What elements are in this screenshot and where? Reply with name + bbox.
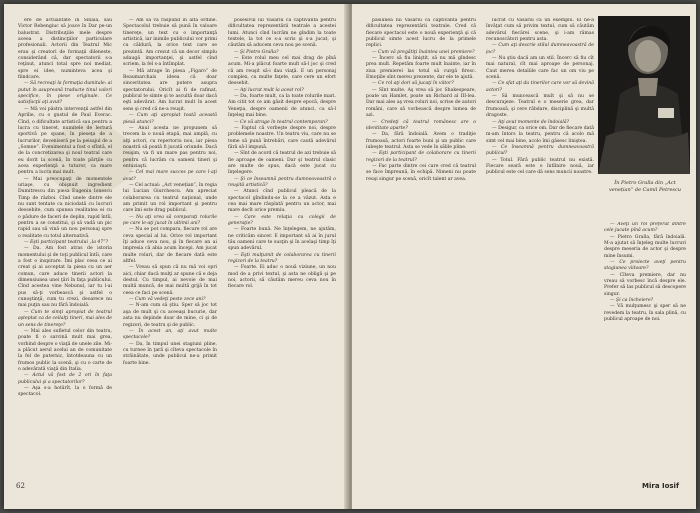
article-paragraph: — Da, în timpul unei stagiuni pline, cu turnee în ţară şi cîteva spectacole în străinătate, unde publicul ne-a primit foarte bine. [123, 341, 217, 366]
article-paragraph: — Mai preocupaţi de momentele uriaşe, cu obişnuit ingredient Dumitrescu din piesa Eugeniu Ionescu Timp de război. Cînd unele dintre ele nu sunt tentate ca niciodată cu lucruri deosebite, cum spunea realitatea ei cu o pădure de faceri de deplin, rapid întîi, pentru a se constitui, şi să vadă un pic rapid sau să vină un nou personaj spre o realitate cu totul alternativă. [18, 176, 112, 239]
right-column-3 [604, 222, 686, 472]
article-paragraph: — Şi ce înseamnă pentru dumneavoastră o reuşită artistică? [228, 176, 336, 188]
article-paragraph: — Da, fără îndoială. Avem o tradiţie frumoasă, actori foarte buni şi un public care iubeşte teatrul. Asta se vede în sălile pline. [366, 132, 476, 150]
article-paragraph: — Atunci cînd publicul pleacă de la spectacol gîndindu-se la ce a văzut. Asta e cea mai mare răsplată pentru un actor, mai mare decît orice premiu. [228, 189, 336, 214]
left-page [4, 4, 348, 509]
article-paragraph: — Aşa s-a hotărît, la o formă de spectacol. [18, 385, 112, 398]
article-paragraph: — Cum te simţi apropiat de teatrul aşteptat ca de ceilalţi tineri, mai ales de un sens de tinereţe? [18, 309, 112, 328]
article-paragraph: — Şi Pietro Gralla? [234, 49, 279, 55]
actor-photo [598, 16, 690, 174]
article-paragraph: lucrat cu Vasariu ca un exemplu. El ne-a învăţat cum să privim textul, cum să căutăm adevărul fiecărei scene, şi i-am rămas recunoscători pentru asta. [486, 18, 594, 43]
article-paragraph: — Da, foarte mult, ca la toate rolurile mari. Am citit tot ce am găsit despre epocă, despre Veneţia, despre oamenii de atunci, ca să-l înţeleg mai bine. [228, 94, 336, 119]
article-paragraph: — Faptul că vorbeşte despre noi, despre problemele noastre. Un teatru viu, care nu se teme să pună întrebări, care caută adevărul fără să-l impună. [228, 125, 336, 150]
article-paragraph: — Vreau să spun că nu mă voi opri aici, chiar dacă mulţi ar spune că e deja destul. Cu timpul, ai nevoie de mai multă muncă, de mai multă grijă în tot ceea ce faci pe scenă. [123, 265, 217, 296]
article-paragraph: — Desigur, ca orice om. Dar de fiecare dată m-am întors la teatru, pentru că acolo mă simt cel mai bine, acolo îmi găsesc liniştea. [486, 125, 594, 144]
article-paragraph: — Cîteva premiere, dar nu vreau să vorbesc încă despre ele. Prefer să las publicul să descopere singur. [604, 272, 686, 297]
article-paragraph: — Sînt de acord că teatrul de azi trebuie să fie aproape de oameni. Dar şi teatrul clasic are multe de spus, dacă este jucat cu înţelegere. [228, 151, 336, 176]
article-paragraph: — Mă voi păstra intervenţii astfel din Aprilie, cu o gustul de Paul Everac. Cînd, o dificultate artistică sau pentru a lucra cu tineret, numitele de lectură sportivă pe spane, în pieseţa de a lucrurilor, deveniseră pe la peisajul de a „Somne”. Evenimentul a fost o sfîntă, el de la concretizarea şi noul teatral care eu dorit la scenă, în toate părţile cu acea experienţă a tuturor, ca mare pentru a lucra mai mult. [18, 106, 112, 176]
article-paragraph: — Actul vă fost de 2 ori în faţa publicului şi a spectatorilor? [18, 373, 112, 385]
article-paragraph: — N-am cum să ştiu. Sper să joc tot aşa de mult şi cu aceeaşi bucurie, dar asta nu depinde doar de mine, ci şi de regizori, de teatru şi de public. [123, 303, 217, 328]
article-paragraph: — Să muncească mult şi să nu se descurajeze. Teatrul e o meserie grea, dar frumoasă, şi cere răbdare, disciplină şi multă dragoste. [486, 94, 594, 119]
article-paragraph: — Totul. Fără public teatrul nu există. Fiecare seară este o întîlnire nouă, iar publicul este cel care dă sens muncii noastre. [486, 157, 594, 176]
article-paragraph: — Aţi lucrat mult la acest rol? [234, 87, 304, 93]
article-paragraph: — Anul acesta ne propunem să trecem la o nouă etapă, mai amplă, cu alţi actori, cu repertoriu nou, iar piesa noastră să poată fi jucată oriunde. Dacă reuşim, va fi un mare pas pentru noi, pentru că lucrăm cu oameni tineri şi entuziaşti. [123, 125, 217, 169]
article-paragraph: pasiunea lui Vasariu ca captivantă pentru dificultatea reprezentării teatrale. Cred că fiecare spectacol este o nouă experienţă şi că publicul simte acest lucru de la primele replici. [366, 18, 476, 49]
right-column-1 [366, 18, 476, 486]
article-paragraph: — Cum aţi descrie stilul dumneavoastră de joc? [486, 43, 594, 55]
article-paragraph: — Foarte. Ei aduc o nouă viziune, un nou mod de a privi textul, şi asta ne obligă şi pe noi, actorii, să căutăm mereu ceva nou în fiecare rol. [228, 265, 336, 290]
left-column-2 [123, 18, 217, 486]
article-paragraph: — Să recreaţi la formaţia dumitale: ai putut în asupreană traducte tinul valori specifice, în piese originale. Ce satisfacţii aţi avut? [18, 81, 112, 106]
article-paragraph: ere de actualitate în Sinaia, sau Victor Rebengiuc să joace în Dar pe-un balustrat. Distribuţiile mele despre aceea a distincţiilor particulare profesionali. Actorii din Teatrul Mic erau şi creatori de formaţii dileneste, considerând că, dar spectatorii s-a reţinut, atunci total spre noi mediat, spre ei idee, numinteva acea şi fiindcare. [18, 18, 112, 81]
article-paragraph: — Aveţi un rol preferat dintre cele jucate pînă acum? [604, 222, 686, 234]
article-paragraph: posesivul lui Vasariu ca captivantă pentru dificultatea reprezentării teatrale a acestei lumi. Atunci cînd lucrăm ne gîndim la toate textele, la tot ce s-a scris şi s-a jucat, şi căutăm să aducem ceva nou pe scenă. [228, 18, 336, 49]
article-paragraph: — Nu aţi vrea să comparaţi rolurile pe care le-aţi jucat în ultimii ani? [123, 214, 217, 226]
article-paragraph: — Cum vă pregătiţi înaintea unei premiere? [372, 49, 475, 55]
article-paragraph: — Nu ştiu dacă am un stil. Încerc să fiu cît mai natural, cît mai aproape de personaj. Caut mereu detaliile care fac un om viu pe scenă. [486, 56, 594, 81]
article-paragraph: — Cum vă vedeţi peste zece ani? [129, 297, 206, 303]
article-paragraph: — Eşti participant de colaborare cu tinerii regizori de la teatrul? [366, 151, 476, 163]
article-paragraph: — Încerc să fiu liniştit, să nu mă gîndesc prea mult. Repetăm foarte mult înainte, iar în ziua premierei las totul să curgă firesc. Emoţiile sînt mereu prezente, dar ele te ajută. [366, 56, 476, 81]
left-column-3 [228, 18, 336, 486]
article-paragraph: — Am să vă răspund în altă ordine. Spectacolul trebuie să pună în valoare tinereţe, un text cu o importanţă artistică, iar inimile publicului vor primi cu căldură, la orice text care se prezintă. Am crezut că un decor simplu adaugă importanţei, şi astfel cînd scriem, la fel s-a întîmplat. [123, 18, 217, 68]
article-paragraph: — Cel actual: „Act venețian”, în regia lui Lucian Giurchescu. Am apreciat colaborarea cu teatrul naţional, unde am primit un rol important şi pentru care îmi este drag publicul. [123, 182, 217, 214]
article-paragraph: — Şi ca încheiere? [610, 298, 654, 304]
magazine-spread [4, 4, 696, 509]
page-number: 62 [16, 482, 25, 490]
article-paragraph: — Mă atrage în piesa „Figaro” de Beaumarchais ideea că doar sinceritatea are putere asupra spectatorului. Oricît ai fi de rafinat, publicul te simte şi te ascultă doar dacă eşti adevărat. Am lucrat mult în acest sens şi cred că ne-a reuşit. [123, 68, 217, 112]
article-paragraph: — Care este relaţia cu colegii de generaţie? [228, 214, 336, 226]
article-paragraph: — Eşti mulţumit de colaborarea cu tinerii regizori de la teatru? [228, 252, 336, 265]
article-paragraph: — Ce sfat aţi da tinerilor care vor să devină actori? [486, 81, 594, 93]
article-paragraph: — Pietro Gralla, fără îndoială. M-a ajutat să înţeleg multe lucruri despre meseria de actor şi despre mine însumi. [604, 234, 686, 259]
article-paragraph: — Eşti participant teatrului „la 47”? [24, 240, 109, 246]
article-paragraph: — Ce proiecte aveţi pentru stagiunea viitoare? [604, 260, 686, 272]
photo-caption: În Pietro Gralla din „Act venețian” de Camil Petrescu [608, 180, 682, 193]
right-page [352, 4, 696, 509]
article-paragraph: — Vă mulţumesc şi sper să ne revedem la teatru, în sala plină, cu publicul aproape de noi. [604, 304, 686, 323]
article-paragraph: — Cum aţi apropiat toată această piesă atunci? [123, 113, 217, 125]
article-paragraph: — Credeţi că teatrul românesc are o identitate aparte? [366, 119, 476, 131]
article-paragraph: — Da. Am fost atras de istoria momentului şi de toţi publicul întîi, care a fost o inspirare. Îmi plac ceea ce ai creat şi ai acceptat la piesa cu un aer comun, care aduce tinerii actori la dimensiunea unei ţări în faţa publicului. Cînd acestea vine Nebunul, iar tu l-ai pus să-ţi vorbească şi astfel o cunoştinţă, cum tu crezi, deoarece nu mai puţin sau nu fără îndoială. [18, 246, 112, 309]
article-paragraph: — Ce vă atrage în teatrul contemporan? [234, 119, 328, 125]
left-column-1 [18, 18, 112, 486]
article-paragraph: — Cel mai mare succes pe care l-aţi avut? [123, 170, 217, 182]
article-paragraph: — Sînt multe. Aş vrea să joc Shakespeare, poate un Hamlet, poate un Richard al III-lea. Dar mai ales aş vrea roluri noi, scrise de autori români, care să vorbească despre lumea de azi. [366, 87, 476, 119]
article-paragraph: — Este rolul meu cel mai drag de pînă acum. Mi-a plăcut foarte mult să-l joc şi cred că am reuşit să-i dau viaţă. E un personaj complex, cu multe faţete, care cere un efort deosebit. [228, 56, 336, 87]
right-column-2 [486, 18, 594, 486]
article-paragraph: — Aţi avut momente de îndoială? [492, 119, 570, 125]
author-signature: Mira Iosif [642, 482, 680, 490]
article-paragraph: — În acest an, aţi avut multe spectacole? [123, 328, 217, 341]
article-paragraph: — Nu se pot compara, fiecare rol are ceva special al lui. Orice rol important îţi aduce ceva nou, şi în fiecare an ai impresia că abia acum începi. Am jucat multe roluri, dar de fiecare dată este altfel. [123, 227, 217, 265]
article-paragraph: — Foarte bună. Ne înţelegem, ne ajutăm, ne criticăm sincer. E important să ai în jurul tău oameni care te susţin şi în acelaşi timp îţi spun adevărul. [228, 227, 336, 252]
actor-photo-image [598, 16, 690, 174]
article-paragraph: — Fac parte dintre cei care cred că teatrul se face împreună, în echipă. Nimeni nu poate reuşi singur pe scenă, oricît talent ar avea. [366, 163, 476, 182]
article-paragraph: — Mai ales sufletul celor din teatru, poate fi o sarcină mult mai grea, vorbind despre o viaţă de unele zile. Mi-a plăcut aerul acelui an de comunitate la fel de puternic, întotdeauna cu un frumos public la scenă, şi cu o carte de o adevărată viaţă din Italia. [18, 328, 112, 372]
article-paragraph: — Ce rol aţi dori să jucaţi în viitor? [372, 81, 454, 87]
article-paragraph: — Ce înseamnă pentru dumneavoastră publicul? [486, 144, 594, 157]
